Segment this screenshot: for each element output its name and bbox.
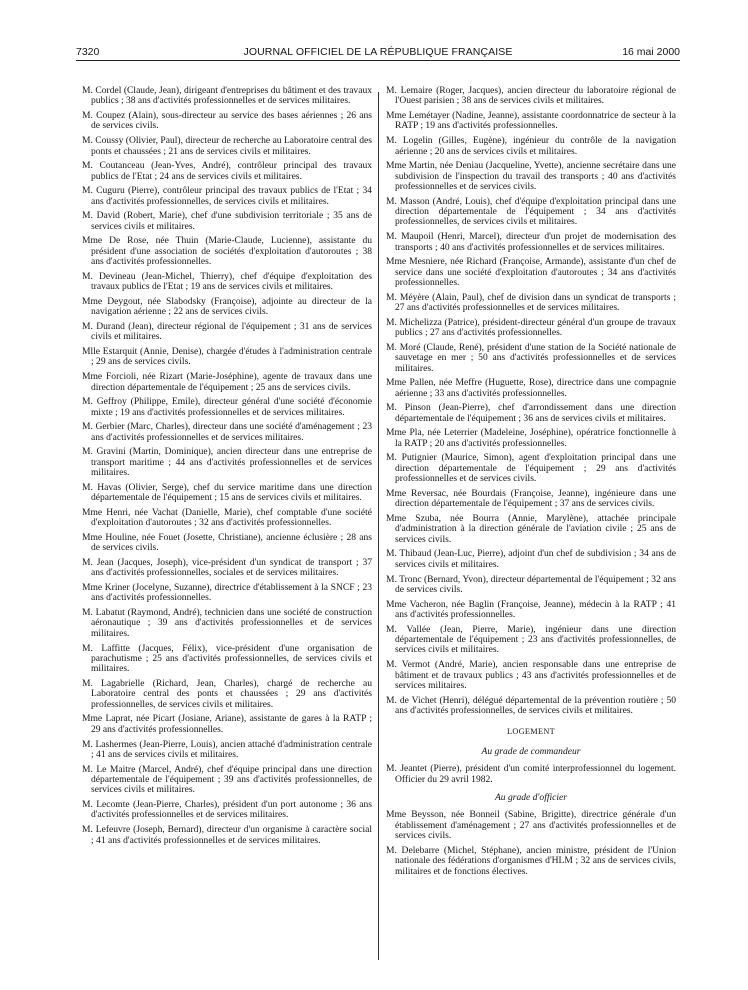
honoree-entry: M. Lagabrielle (Richard, Jean, Charles), chargé de recherche au Laboratoire central des ponts et chaussées ; 29 ans d'activités professionnelles, de services civils et militaires. [82,678,372,710]
honoree-entry: M. David (Robert, Marie), chef d'une subdivision territoriale ; 35 ans de services civils et militaires. [82,210,372,232]
right-column-entries [386,86,676,716]
officier-entries [386,810,676,877]
honoree-entry: M. Cuguru (Pierre), contrôleur principal des travaux publics de l'Etat ; 34 ans d'activités professionnelles, de services civils et militaires. [82,185,372,207]
honoree-entry: M. Lecomte (Jean-Pierre, Charles), président d'un port autonome ; 36 ans d'activités professionnelles et de services militaires. [82,799,372,821]
honoree-entry: Mme Reversac, née Bourdais (Françoise, Jeanne), ingénieure dans une direction départementale de l'équipement ; 37 ans de services civils. [386,487,676,510]
section-title-logement: LOGEMENT [506,727,556,737]
honoree-entry: Mme Beysson, née Bonneil (Sabine, Brigitte), directrice générale d'un établissement d'aménagement ; 27 ans d'activités professionnelles et de services civils. [386,809,676,842]
grade-officier-heading: Au grade d'officier [494,792,568,803]
honoree-entry: Mme Deygout, née Slabodsky (Françoise), adjointe au directeur de la navigation aérienne ; 22 ans de services civils. [82,295,372,318]
honoree-entry: M. Pinson (Jean-Pierre), chef d'arrondissement dans une direction départementale de l'équipement ; 36 ans de services civils et militaires. [386,402,676,424]
honoree-entry: M. Lefeuvre (Joseph, Bernard), directeur d'un organisme à caractère social ; 41 ans d'activités professionnelles et de services militaires. [82,824,372,846]
honoree-entry: M. Coupez (Alain), sous-directeur au service des bases aériennes ; 26 ans de services civils. [82,110,372,132]
honoree-entry: M. Tronc (Bernard, Yvon), directeur départemental de l'équipement ; 32 ans de services civils. [386,573,676,595]
honoree-entry: M. Delebarre (Michel, Stéphane), ancien ministre, président de l'Union nationale des fédérations d'organismes d'HLM ; 32 ans de services civils, militaires et de fonctions électives. [386,844,676,877]
honoree-entry: Mme Mesniere, née Richard (Françoise, Armande), assistante d'un chef de service dans une société d'exploitation d'autoroutes ; 34 ans d'activités professionnelles. [386,256,676,288]
honoree-entry: Mme Henri, née Vachat (Danielle, Marie), chef comptable d'une société d'exploitation d'autoroutes ; 32 ans d'activités professionnelles. [82,506,372,529]
grade-commandeur-heading: Au grade de commandeur [481,745,581,757]
honoree-entry: M. Moré (Claude, René), président d'une station de la Société nationale de sauvetage en mer ; 50 ans d'activités professionnelles et de services militaires. [386,341,676,374]
honoree-entry: Mme Kriner (Jocelyne, Suzanne), directrice d'établissement à la SNCF ; 23 ans d'activités professionnelles. [82,582,372,604]
journal-title: JOURNAL OFFICIEL DE LA RÉPUBLIQUE FRANÇAISE [243,46,513,58]
honoree-entry: M. Méyère (Alain, Paul), chef de division dans un syndicat de transports ; 27 ans d'activités professionnelles et de services militaires. [386,291,676,314]
honoree-entry: M. de Vichet (Henri), délégué départemental de la prévention routière ; 50 ans d'activités professionnelles, de services civils et militaires. [386,694,676,716]
page-header [76,44,680,64]
honoree-entry: Mme Pallen, née Meffre (Huguette, Rose), directrice dans une compagnie aérienne ; 33 ans d'activités professionnelles. [386,377,676,399]
honoree-entry: M. Labatut (Raymond, André), technicien dans une société de construction aéronautique ; 39 ans d'activités professionnelles et de services militaires. [82,607,372,639]
honoree-entry: M. Michelizza (Patrice), président-directeur général d'un groupe de travaux publics ; 27 ans d'activités professionnelles. [386,316,676,339]
honoree-entry: M. Maupoil (Henri, Marcel), directeur d'un projet de modernisation des transports ; 40 ans d'activités professionnelles et de services militaires. [386,231,676,253]
column-divider [378,92,379,960]
honoree-entry: M. Cordel (Claude, Jean), dirigeant d'entreprises du bâtiment et des travaux publics ; 38 ans d'activités professionnelles et de services militaires. [82,85,372,107]
honoree-entry: Mme Vacheron, née Baglin (Françoise, Jeanne), médecin à la RATP ; 41 ans d'activités professionnelles. [386,598,676,620]
honoree-entry: M. Havas (Olivier, Serge), chef du service maritime dans une direction départementale de l'équipement ; 15 ans de services civils et militaires. [82,481,372,504]
commandeur-entry: M. Jeantet (Pierre), président d'un comité interprofessionnel du logement. Officier du 29 avril 1982. [386,763,676,785]
honoree-entry: M. Geffroy (Philippe, Emile), directeur général d'une société d'économie mixte ; 19 ans d'activités professionnelles et de services militaires. [82,396,372,418]
honoree-entry: Mme Lemétayer (Nadine, Jeanne), assistante coordonnatrice de secteur à la RATP ; 19 ans d'activités professionnelles. [386,110,676,132]
honoree-entry: M. Coutanceau (Jean-Yves, André), contrôleur principal des travaux publics de l'Etat ; 24 ans de services civils et militaires. [82,160,372,182]
honoree-entry: M. Gerbier (Marc, Charles), directeur dans une société d'aménagement ; 23 ans d'activités professionnelles et de services militaires. [82,421,372,443]
honoree-entry: Mme Houline, née Fouet (Josette, Christiane), ancienne éclusière ; 28 ans de services civils. [82,531,372,554]
honoree-entry: M. Vallée (Jean, Pierre, Marie), ingénieur dans une direction départementale de l'équipement ; 23 ans d'activités professionnelles, de services civils et militaires. [386,623,676,656]
publication-date: 16 mai 2000 [622,46,680,58]
honoree-entry: Mme Martin, née Deniau (Jacqueline, Yvette), ancienne secrétaire dans une subdivision de l'inspection du travail des transports ; 40 ans d'activités professionnelles et de services civils. [386,160,676,192]
honoree-entry: M. Masson (André, Louis), chef d'équipe d'exploitation principal dans une direction départementale de l'équipement ; 34 ans d'activités professionnelles, de services civils et militaires. [386,195,676,228]
honoree-entry: Mme Laprat, née Picart (Josiane, Ariane), assistante de gares à la RATP ; 29 ans d'activités professionnelles. [82,713,372,735]
honoree-entry: M. Vermot (André, Marie), ancien responsable dans une entreprise de bâtiment et de travaux publics ; 43 ans d'activités professionnelles et de services militaires. [386,659,676,691]
header-rule [76,60,680,61]
honoree-entry: Mme Szuba, née Bourra (Annie, Marylène), attachée principale d'administration à la direction générale de l'aviation civile ; 25 ans de services civils. [386,512,676,545]
honoree-entry: M. Lashermes (Jean-Pierre, Louis), ancien attaché d'administration centrale ; 41 ans de services civils et militaires. [82,738,372,760]
honoree-entry: M. Lemaire (Roger, Jacques), ancien directeur du laboratoire régional de l'Ouest parisien ; 38 ans de services civils et militaires. [386,85,676,107]
honoree-entry: M. Jean (Jacques, Joseph), vice-président d'un syndicat de transport ; 37 ans d'activités professionnelles, sociales et de services militaires. [82,556,372,579]
honoree-entry: M. Gravini (Martin, Dominique), ancien directeur dans une entreprise de transport maritime ; 44 ans d'activités professionnelles et de services militaires. [82,446,372,479]
honoree-entry: M. Putignier (Maurice, Simon), agent d'exploitation principal dans une direction départementale de l'équipement ; 29 ans d'activités professionnelles et de services civils. [386,452,676,485]
left-column [82,86,372,850]
honoree-entry: Mme Forcioli, née Rizart (Marie-Joséphine), agente de travaux dans une direction départementale de l'équipement ; 25 ans de services civils. [82,371,372,393]
honoree-entry: M. Logelin (Gilles, Eugène), ingénieur du contrôle de la navigation aérienne ; 20 ans de services civils et militaires. [386,135,676,157]
honoree-entry: M. Le Maitre (Marcel, André), chef d'équipe principal dans une direction départementale de l'équipement ; 39 ans d'activités professionnelles, de services civils et militaires. [82,763,372,796]
honoree-entry: M. Durand (Jean), directeur régional de l'équipement ; 31 ans de services civils et militaires. [82,320,372,343]
honoree-entry: Mme Pla, née Leterrier (Madeleine, Joséphine), opératrice fonctionnelle à la RATP ; 20 ans d'activités professionnelles. [386,427,676,449]
honoree-entry: M. Thibaud (Jean-Luc, Pierre), adjoint d'un chef de subdivision ; 34 ans de services civils et militaires. [386,548,676,570]
honoree-entry: Mme De Rose, née Thuin (Marie-Claude, Lucienne), assistante du président d'une association de sociétés d'exploitation d'autoroutes ; 38 ans d'activités professionnelles. [82,235,372,268]
page-number: 7320 [76,46,100,58]
honoree-entry: M. Coussy (Olivier, Paul), directeur de recherche au Laboratoire central des ponts et chaussées ; 21 ans de services civils et militaires. [82,135,372,157]
right-column [386,86,676,881]
honoree-entry: M. Laffitte (Jacques, Félix), vice-président d'une organisation de parachutisme ; 25 ans d'activités professionnelles, de services civils et militaires. [82,642,372,675]
honoree-entry: M. Devineau (Jean-Michel, Thierry), chef d'équipe d'exploitation des travaux publics de l'Etat ; 19 ans de services civils et militaires. [82,270,372,293]
honoree-entry: Mlle Estarquit (Annie, Denise), chargée d'études à l'administration centrale ; 29 ans de services civils. [82,346,372,368]
